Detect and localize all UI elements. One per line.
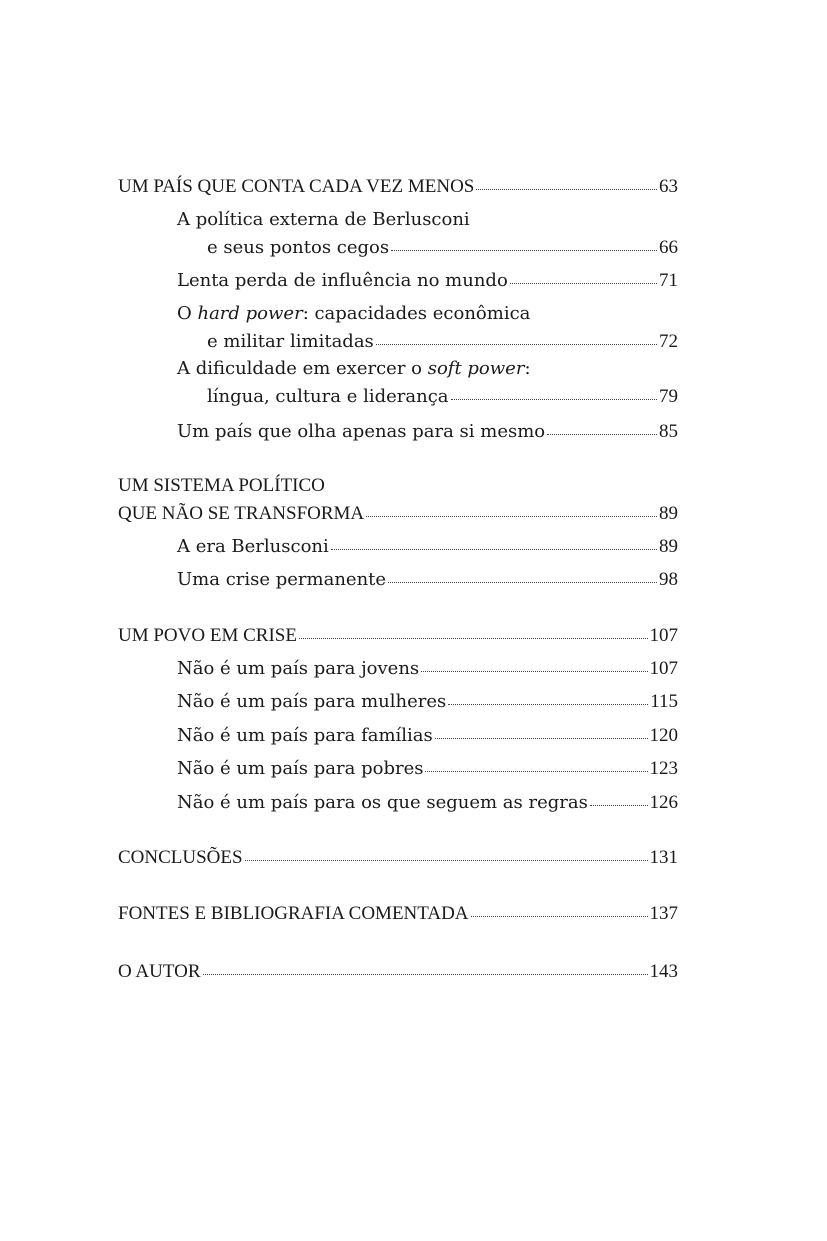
dot-leader: [245, 859, 648, 861]
toc-page-number: 66: [659, 237, 678, 258]
toc-entry-title: Uma crise permanente: [177, 569, 387, 590]
toc-page-number: 79: [659, 386, 678, 407]
toc-page-number: 131: [649, 847, 678, 868]
toc-page-number: 115: [650, 691, 678, 712]
toc-entry-title: A era Berlusconi: [177, 536, 329, 557]
toc-entry-title: e seus pontos cegos: [207, 237, 390, 258]
dot-leader: [331, 548, 657, 550]
toc-page-number: 120: [649, 725, 678, 746]
toc-page-number: 107: [649, 658, 678, 679]
dot-leader: [299, 637, 648, 639]
dot-leader: [388, 581, 657, 583]
toc-page-number: 143: [649, 961, 678, 982]
toc-page-number: 71: [659, 270, 678, 291]
toc-entry-title: QUE NÃO SE TRANSFORMA: [118, 503, 365, 524]
toc-entry-title: UM POVO EM CRISE: [118, 625, 297, 646]
toc-entry-title: Não é um país para famílias: [177, 725, 433, 746]
toc-entry-title: língua, cultura e liderança: [207, 386, 449, 407]
toc-page-number: 72: [659, 331, 678, 352]
toc-page-number: 107: [649, 625, 678, 646]
dot-leader: [448, 703, 648, 705]
toc-page-number: 85: [659, 421, 678, 442]
toc-page-number: 98: [659, 569, 678, 590]
toc-page-number: 137: [649, 903, 678, 924]
toc-entry-title: UM PAÍS QUE CONTA CADA VEZ MENOS: [118, 176, 475, 197]
toc-entry-title: CONCLUSÕES: [118, 847, 243, 868]
toc-entry-title: A dificuldade em exercer o soft power:: [177, 358, 531, 379]
toc-page-number: 63: [659, 176, 678, 197]
dot-leader: [547, 433, 657, 435]
toc-entry-title: FONTES E BIBLIOGRAFIA COMENTADA: [118, 903, 469, 924]
toc-entry-title: Não é um país para jovens: [177, 658, 420, 679]
toc-entry-title: A política externa de Berlusconi: [177, 209, 470, 230]
dot-leader: [391, 249, 657, 251]
toc-entry-title: Lenta perda de influência no mundo: [177, 270, 508, 291]
toc-page-number: 126: [649, 792, 678, 813]
toc-entry-title: e militar limitadas: [207, 331, 374, 352]
dot-leader: [471, 915, 648, 917]
dot-leader: [435, 737, 648, 739]
dot-leader: [366, 515, 657, 517]
toc-page-number: 89: [659, 536, 678, 557]
toc-page-number: 89: [659, 503, 678, 524]
toc-entry-title: Não é um país para os que seguem as regras: [177, 792, 588, 813]
dot-leader: [203, 973, 648, 975]
toc-page-number: 123: [649, 758, 678, 779]
toc-entry-title: O AUTOR: [118, 961, 201, 982]
dot-leader: [376, 343, 657, 345]
toc-entry-title: Um país que olha apenas para si mesmo: [177, 421, 546, 442]
toc-entry-title: O hard power: capacidades econômica: [177, 303, 531, 324]
dot-leader: [451, 398, 657, 400]
toc-entry-title: Não é um país para pobres: [177, 758, 424, 779]
dot-leader: [590, 804, 648, 806]
toc-entry-title: Não é um país para mulheres: [177, 691, 447, 712]
dot-leader: [510, 282, 657, 284]
dot-leader: [425, 770, 647, 772]
dot-leader: [476, 188, 657, 190]
toc-entry-title: UM SISTEMA POLÍTICO: [118, 475, 325, 496]
dot-leader: [421, 670, 647, 672]
